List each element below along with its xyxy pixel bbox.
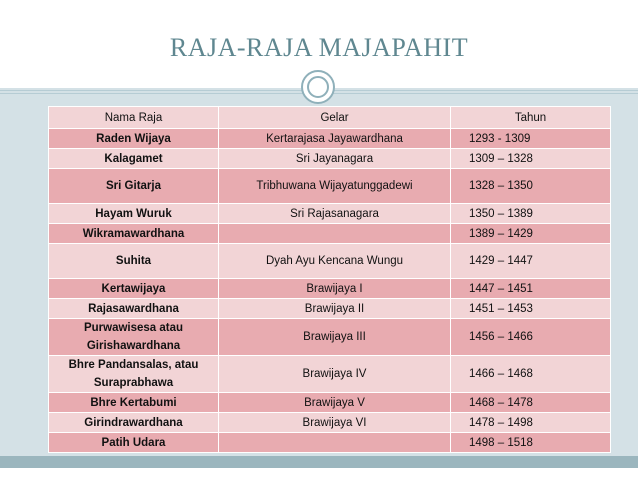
reign-years: 1498 – 1518 — [451, 433, 611, 453]
king-name-line2: Suraprabhawa — [93, 377, 174, 389]
king-title: Brawijaya VI — [219, 413, 451, 433]
table-row — [49, 169, 611, 204]
reign-years: 1429 – 1447 — [451, 244, 611, 279]
reign-years: 1328 – 1350 — [451, 169, 611, 204]
reign-years: 1456 – 1466 — [451, 319, 611, 356]
reign-years: 1293 - 1309 — [451, 129, 611, 149]
king-name: Sri Gitarja — [49, 169, 219, 204]
king-name: Kertawijaya — [49, 279, 219, 299]
table-row — [49, 204, 611, 224]
header-name: Nama Raja — [49, 107, 219, 129]
king-name: Suhita — [49, 244, 219, 279]
header-title: Gelar — [219, 107, 451, 129]
reign-years: 1447 – 1451 — [451, 279, 611, 299]
reign-years: 1478 – 1498 — [451, 413, 611, 433]
bottom-bar — [0, 456, 638, 468]
reign-years: 1451 – 1453 — [451, 299, 611, 319]
table-row — [49, 149, 611, 169]
header-years: Tahun — [451, 107, 611, 129]
king-name — [49, 319, 219, 356]
king-name: Wikramawardhana — [49, 224, 219, 244]
kings-table — [48, 106, 611, 453]
king-name: Rajasawardhana — [49, 299, 219, 319]
reign-years: 1309 – 1328 — [451, 149, 611, 169]
reign-years: 1389 – 1429 — [451, 224, 611, 244]
king-name: Kalagamet — [49, 149, 219, 169]
table-row — [49, 433, 611, 453]
table-row — [49, 244, 611, 279]
slide-title: RAJA-RAJA MAJAPAHIT — [169, 33, 469, 62]
king-name: Raden Wijaya — [49, 129, 219, 149]
circle-ornament-icon — [301, 70, 335, 104]
king-title: Dyah Ayu Kencana Wungu — [219, 244, 451, 279]
king-name: Girindrawardhana — [49, 413, 219, 433]
king-title: Brawijaya II — [219, 299, 451, 319]
king-title: Brawijaya III — [219, 319, 451, 356]
king-name: Bhre Kertabumi — [49, 393, 219, 413]
reign-years: 1468 – 1478 — [451, 393, 611, 413]
king-name-line1: Bhre Pandansalas, atau — [68, 359, 199, 371]
table-row — [49, 279, 611, 299]
table-row — [49, 129, 611, 149]
king-title: Kertarajasa Jayawardhana — [219, 129, 451, 149]
king-title: Brawijaya I — [219, 279, 451, 299]
table-row — [49, 356, 611, 393]
king-title — [219, 433, 451, 453]
king-name-line2: Girishawardhana — [86, 340, 181, 352]
table-row — [49, 413, 611, 433]
king-title: Brawijaya IV — [219, 356, 451, 393]
king-name — [49, 356, 219, 393]
king-title: Brawijaya V — [219, 393, 451, 413]
table-row — [49, 319, 611, 356]
table-row — [49, 393, 611, 413]
reign-years: 1466 – 1468 — [451, 356, 611, 393]
table-header-row — [49, 107, 611, 129]
table-row — [49, 224, 611, 244]
reign-years: 1350 – 1389 — [451, 204, 611, 224]
king-title: Sri Jayanagara — [219, 149, 451, 169]
king-title: Tribhuwana Wijayatunggadewi — [219, 169, 451, 204]
king-title: Sri Rajasanagara — [219, 204, 451, 224]
king-name-line1: Purwawisesa atau — [83, 322, 184, 334]
king-name: Patih Udara — [49, 433, 219, 453]
king-title — [219, 224, 451, 244]
king-name: Hayam Wuruk — [49, 204, 219, 224]
table-row — [49, 299, 611, 319]
